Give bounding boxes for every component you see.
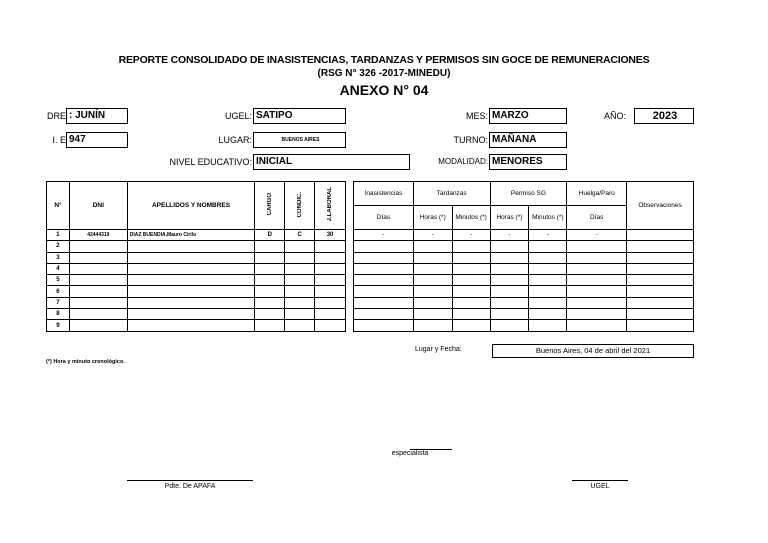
row-jlaboral[interactable] bbox=[315, 286, 346, 297]
row-inasistencias[interactable] bbox=[354, 309, 414, 320]
row-huelga-dias[interactable] bbox=[567, 252, 627, 263]
ugel-signature-line bbox=[572, 480, 628, 481]
table-row bbox=[47, 230, 346, 241]
row-num[interactable]: 3 bbox=[47, 252, 70, 263]
row-num[interactable]: 1 bbox=[47, 230, 70, 241]
row-num[interactable]: 9 bbox=[47, 320, 70, 331]
table-row bbox=[354, 320, 694, 331]
row-observaciones[interactable] bbox=[627, 320, 694, 331]
row-perm-minutos[interactable] bbox=[529, 320, 567, 331]
row-nombre[interactable]: DIAZ BUENDIA,Mauro Cirilo bbox=[127, 230, 255, 241]
header-perm-minutos: Minutos (*) bbox=[529, 206, 567, 230]
report-title: REPORTE CONSOLIDADO DE INASISTENCIAS, TARDANZAS Y PERMISOS SIN GOCE DE REMUNERACIONES bbox=[118, 54, 650, 66]
row-cargo[interactable] bbox=[255, 286, 285, 297]
row-perm-minutos[interactable] bbox=[529, 275, 567, 286]
row-dni[interactable] bbox=[69, 286, 127, 297]
report-subtitle: (RSG N° 326 -2017-MINEDU) bbox=[317, 68, 451, 79]
row-perm-horas[interactable]: - bbox=[490, 230, 529, 241]
turno-label: TURNO: bbox=[453, 135, 488, 145]
row-jlaboral[interactable] bbox=[315, 309, 346, 320]
attendance-table bbox=[353, 181, 694, 332]
row-jlaboral[interactable] bbox=[315, 263, 346, 274]
row-num[interactable]: 8 bbox=[47, 309, 70, 320]
row-perm-minutos[interactable] bbox=[529, 263, 567, 274]
nivel-field[interactable]: INICIAL bbox=[253, 154, 410, 170]
table-row bbox=[47, 275, 346, 286]
row-nombre[interactable] bbox=[127, 320, 255, 331]
row-perm-horas[interactable] bbox=[490, 297, 529, 308]
apafa-label: Pdte. De APAFA bbox=[164, 483, 216, 490]
header-tardanzas: Tardanzas bbox=[413, 182, 490, 206]
lugar-field[interactable]: BUENOS AIRES bbox=[253, 132, 346, 148]
header-perm-horas: Horas (*) bbox=[490, 206, 529, 230]
row-num[interactable]: 2 bbox=[47, 241, 70, 252]
row-cargo[interactable] bbox=[255, 297, 285, 308]
row-tard-horas[interactable] bbox=[413, 309, 452, 320]
lugar-fecha-label: Lugar y Fecha: bbox=[415, 346, 462, 353]
row-tard-horas[interactable] bbox=[413, 297, 452, 308]
row-nombre[interactable] bbox=[127, 263, 255, 274]
ugel-field[interactable]: SATIPO bbox=[253, 108, 346, 124]
row-tard-horas[interactable] bbox=[413, 252, 452, 263]
row-tard-horas[interactable] bbox=[413, 320, 452, 331]
row-nombre[interactable] bbox=[127, 286, 255, 297]
row-tard-minutos[interactable] bbox=[452, 275, 490, 286]
row-perm-minutos[interactable] bbox=[529, 297, 567, 308]
table-row bbox=[47, 309, 346, 320]
row-perm-horas[interactable] bbox=[490, 263, 529, 274]
row-dni[interactable] bbox=[69, 309, 127, 320]
header-jlaboral: J.LABORAL bbox=[327, 187, 334, 222]
row-inasistencias[interactable] bbox=[354, 241, 414, 252]
table-row bbox=[354, 297, 694, 308]
header-cargo-cell bbox=[255, 182, 285, 230]
row-perm-minutos[interactable] bbox=[529, 241, 567, 252]
row-perm-horas[interactable] bbox=[490, 320, 529, 331]
header-tard-minutos: Minutos (*) bbox=[452, 206, 490, 230]
header-tard-horas: Horas (*) bbox=[413, 206, 452, 230]
row-huelga-dias[interactable] bbox=[567, 241, 627, 252]
table-row bbox=[354, 263, 694, 274]
row-condic[interactable] bbox=[285, 241, 315, 252]
ie-label: I. E bbox=[52, 135, 66, 145]
row-cargo[interactable] bbox=[255, 309, 285, 320]
header-num: N° bbox=[47, 182, 70, 230]
row-observaciones[interactable] bbox=[627, 230, 694, 241]
row-cargo[interactable] bbox=[255, 263, 285, 274]
header-dni: DNI bbox=[69, 182, 127, 230]
mes-field[interactable]: MARZO bbox=[489, 108, 567, 124]
row-inasistencias[interactable] bbox=[354, 297, 414, 308]
header-huelga: Huelga/Paro bbox=[567, 182, 627, 206]
row-tard-minutos[interactable] bbox=[452, 309, 490, 320]
row-condic[interactable] bbox=[285, 286, 315, 297]
row-num[interactable]: 5 bbox=[47, 275, 70, 286]
row-perm-minutos[interactable] bbox=[529, 252, 567, 263]
row-huelga-dias[interactable] bbox=[567, 297, 627, 308]
ugel-signature-label: UGEL bbox=[590, 483, 610, 490]
row-dni[interactable] bbox=[69, 320, 127, 331]
header-cargo: CARGO bbox=[266, 193, 273, 216]
row-cargo[interactable] bbox=[255, 252, 285, 263]
row-condic[interactable] bbox=[285, 320, 315, 331]
row-tard-horas[interactable] bbox=[413, 263, 452, 274]
row-perm-horas[interactable] bbox=[490, 241, 529, 252]
header-huelga-dias: Días bbox=[567, 206, 627, 230]
row-tard-horas[interactable] bbox=[413, 286, 452, 297]
row-condic[interactable] bbox=[285, 263, 315, 274]
anio-label: AÑO: bbox=[603, 111, 626, 121]
dre-field[interactable]: : JUNÍN bbox=[66, 108, 128, 124]
row-huelga-dias[interactable]: - bbox=[567, 230, 627, 241]
header-observaciones: Observaciones bbox=[627, 182, 694, 230]
row-perm-horas[interactable] bbox=[490, 252, 529, 263]
row-jlaboral[interactable] bbox=[315, 252, 346, 263]
header-condic: CONDIC. bbox=[296, 191, 303, 218]
row-tard-minutos[interactable] bbox=[452, 241, 490, 252]
row-huelga-dias[interactable] bbox=[567, 286, 627, 297]
row-tard-horas[interactable]: - bbox=[413, 230, 452, 241]
lugar-label: LUGAR: bbox=[218, 135, 252, 145]
personnel-table bbox=[46, 181, 346, 332]
row-perm-horas[interactable] bbox=[490, 275, 529, 286]
header-nombres: APELLIDOS Y NOMBRES bbox=[127, 182, 255, 230]
row-jlaboral[interactable] bbox=[315, 275, 346, 286]
row-cargo[interactable] bbox=[255, 275, 285, 286]
row-tard-minutos[interactable] bbox=[452, 263, 490, 274]
table-row bbox=[47, 286, 346, 297]
row-condic[interactable] bbox=[285, 252, 315, 263]
table-row bbox=[354, 286, 694, 297]
row-observaciones[interactable] bbox=[627, 286, 694, 297]
table-row bbox=[354, 241, 694, 252]
turno-field[interactable]: MAÑANA bbox=[489, 132, 567, 148]
row-observaciones[interactable] bbox=[627, 241, 694, 252]
header-permiso: Permiso SG bbox=[490, 182, 567, 206]
table-row bbox=[354, 230, 694, 241]
anio-field[interactable]: 2023 bbox=[634, 108, 694, 124]
row-tard-minutos[interactable] bbox=[452, 252, 490, 263]
ugel-label: UGEL: bbox=[224, 111, 252, 121]
row-observaciones[interactable] bbox=[627, 263, 694, 274]
row-jlaboral[interactable] bbox=[315, 320, 346, 331]
row-perm-horas[interactable] bbox=[490, 309, 529, 320]
row-jlaboral[interactable]: 30 bbox=[315, 230, 346, 241]
mes-label: MES: bbox=[465, 111, 488, 121]
table-row bbox=[354, 309, 694, 320]
row-tard-minutos[interactable] bbox=[452, 320, 490, 331]
row-inasistencias[interactable] bbox=[354, 263, 414, 274]
row-perm-minutos[interactable]: - bbox=[529, 230, 567, 241]
nivel-label: NIVEL EDUCATIVO: bbox=[169, 157, 252, 167]
row-huelga-dias[interactable] bbox=[567, 263, 627, 274]
row-cargo[interactable] bbox=[255, 241, 285, 252]
row-tard-minutos[interactable]: - bbox=[452, 230, 490, 241]
row-perm-minutos[interactable] bbox=[529, 286, 567, 297]
annex-title: ANEXO N° 04 bbox=[339, 82, 429, 98]
row-nombre[interactable] bbox=[127, 309, 255, 320]
row-condic[interactable] bbox=[285, 297, 315, 308]
table-row bbox=[47, 241, 346, 252]
row-tard-minutos[interactable] bbox=[452, 297, 490, 308]
row-condic[interactable] bbox=[285, 309, 315, 320]
row-cargo[interactable] bbox=[255, 320, 285, 331]
row-nombre[interactable] bbox=[127, 241, 255, 252]
table-row bbox=[354, 275, 694, 286]
row-inasistencias[interactable] bbox=[354, 286, 414, 297]
row-dni[interactable] bbox=[69, 297, 127, 308]
row-dni[interactable] bbox=[69, 241, 127, 252]
table-row bbox=[47, 263, 346, 274]
row-observaciones[interactable] bbox=[627, 309, 694, 320]
row-inasistencias[interactable]: - bbox=[354, 230, 414, 241]
modalidad-field[interactable]: MENORES bbox=[489, 154, 567, 170]
table-row bbox=[47, 320, 346, 331]
row-condic[interactable]: C bbox=[285, 230, 315, 241]
modalidad-label: MODALIDAD: bbox=[438, 157, 488, 166]
table-row bbox=[47, 252, 346, 263]
row-jlaboral[interactable] bbox=[315, 297, 346, 308]
header-inas-dias: Días bbox=[354, 206, 414, 230]
row-tard-horas[interactable] bbox=[413, 275, 452, 286]
row-dni[interactable] bbox=[69, 252, 127, 263]
row-huelga-dias[interactable] bbox=[567, 309, 627, 320]
row-dni[interactable]: 42444319 bbox=[69, 230, 127, 241]
row-num[interactable]: 7 bbox=[47, 297, 70, 308]
row-perm-minutos[interactable] bbox=[529, 309, 567, 320]
row-huelga-dias[interactable] bbox=[567, 320, 627, 331]
footnote: (*) Hora y minuto cronológico. bbox=[46, 359, 125, 365]
dre-label: DRE bbox=[46, 111, 66, 121]
ie-field[interactable]: 947 bbox=[66, 132, 128, 148]
header-jlaboral-cell bbox=[315, 182, 346, 230]
row-nombre[interactable] bbox=[127, 275, 255, 286]
row-num[interactable]: 6 bbox=[47, 286, 70, 297]
row-observaciones[interactable] bbox=[627, 252, 694, 263]
row-inasistencias[interactable] bbox=[354, 275, 414, 286]
row-dni[interactable] bbox=[69, 275, 127, 286]
especialista-label: especialista bbox=[391, 450, 429, 457]
row-observaciones[interactable] bbox=[627, 297, 694, 308]
table-row bbox=[354, 252, 694, 263]
row-observaciones[interactable] bbox=[627, 275, 694, 286]
row-nombre[interactable] bbox=[127, 252, 255, 263]
row-inasistencias[interactable] bbox=[354, 252, 414, 263]
table-row bbox=[47, 297, 346, 308]
row-jlaboral[interactable] bbox=[315, 241, 346, 252]
apafa-line bbox=[127, 480, 253, 481]
row-tard-minutos[interactable] bbox=[452, 286, 490, 297]
row-nombre[interactable] bbox=[127, 297, 255, 308]
header-condic-cell bbox=[285, 182, 315, 230]
header-inasistencias: Inasistencias bbox=[354, 182, 414, 206]
row-cargo[interactable]: D bbox=[255, 230, 285, 241]
row-tard-horas[interactable] bbox=[413, 241, 452, 252]
row-inasistencias[interactable] bbox=[354, 320, 414, 331]
row-dni[interactable] bbox=[69, 263, 127, 274]
row-condic[interactable] bbox=[285, 275, 315, 286]
row-huelga-dias[interactable] bbox=[567, 275, 627, 286]
lugar-fecha-field[interactable]: Buenos Aires, 04 de abril del 2021 bbox=[492, 344, 694, 358]
row-num[interactable]: 4 bbox=[47, 263, 70, 274]
row-perm-horas[interactable] bbox=[490, 286, 529, 297]
